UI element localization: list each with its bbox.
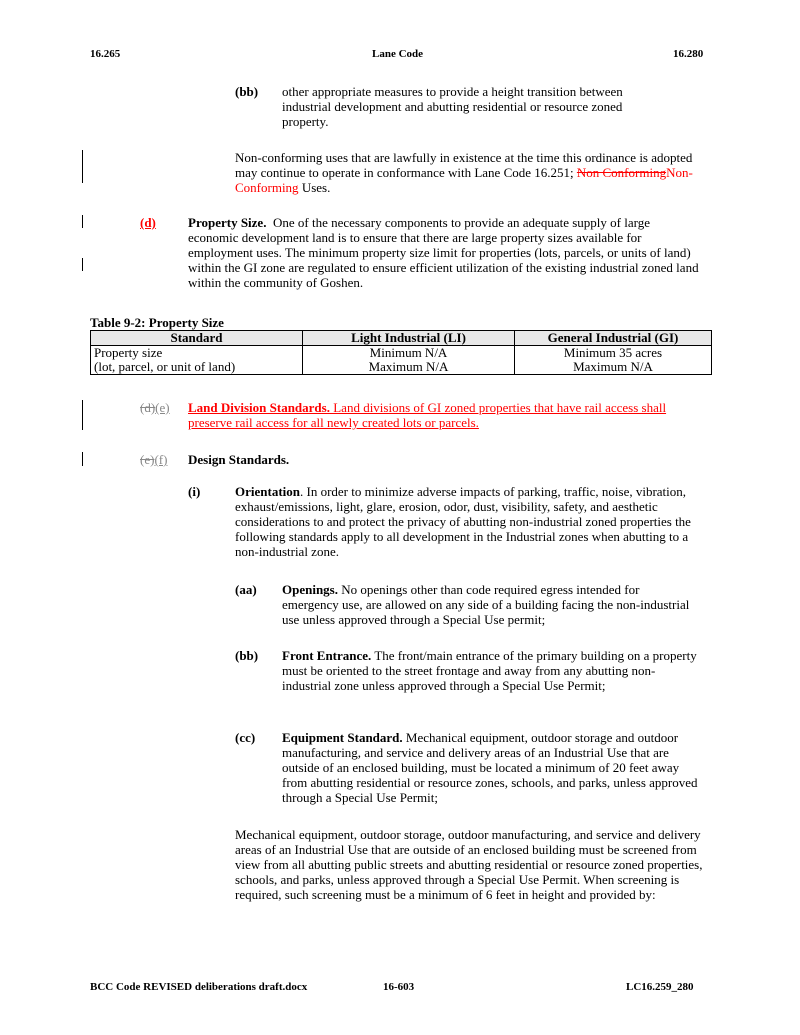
table-caption: Table 9-2: Property Size xyxy=(90,315,224,330)
change-bar xyxy=(82,258,83,271)
table-cell: Minimum N/A xyxy=(303,346,515,361)
property-size-paragraph: Property Size. One of the necessary components to provide an adequate supply of large economic development land is to ensure that there are large property sizes available for employment uses. The minimum property size limit for properties (lots, parcels, or units of land) within the GI zone are regulated to ensure efficient utilization of the existing industrial zoned land within the community of Goshen. xyxy=(188,215,699,290)
land-division-paragraph: Land Division Standards. Land divisions of GI zoned properties that have rail access shall preserve rail access for all newly created lots or parcels. xyxy=(188,400,667,430)
table-row xyxy=(91,346,712,361)
header-section-end: 16.280 xyxy=(673,48,704,60)
land-division-label: (d)(e) xyxy=(140,400,170,415)
orientation-paragraph: Orientation. In order to minimize adverse impacts of parking, traffic, noise, vibration, exhaust/emissions, light, glare, erosion, odor, dust, visibility, safety, and aesthetic considerations to and protect the privacy of abutting non-industrial zoned properties the following standards apply to all development in the Industrial zones when abutting to a non-industrial zone. xyxy=(235,484,691,559)
table-cell: (lot, parcel, or unit of land) xyxy=(91,360,303,375)
front-entrance-paragraph: Front Entrance. The front/main entrance of the primary building on a property must be oriented to the street frontage and away from any abutting non-industrial zone unless approved through a Special Use Permit; xyxy=(282,648,697,693)
openings-label: (aa) xyxy=(235,582,257,597)
orientation-label: (i) xyxy=(188,484,201,499)
front-entrance-label: (bb) xyxy=(235,648,259,663)
equipment-standard-paragraph: Equipment Standard. Mechanical equipment, outdoor storage and outdoor manufacturing, and service and delivery areas of an Industrial Use that are outside of an enclosed building, must be located a minimum of 20 feet away from abutting residential or resource zones, schools, and parks, unless approved through a Special Use Permit; xyxy=(282,730,698,805)
header-title: Lane Code xyxy=(372,48,424,60)
change-bar xyxy=(82,215,83,228)
bb-top-text: other appropriate measures to provide a height transition between industrial development and abutting residential or resource zoned property. xyxy=(282,84,623,129)
change-bar xyxy=(82,452,83,466)
mechanical-paragraph: Mechanical equipment, outdoor storage, outdoor manufacturing, and service and delivery areas of an Industrial Use that are outside of an enclosed building must be screened from view from all abutting public streets and abutting residential or resource zoned properties, schools, and parks, unless approved through a Special Use Permit. When screening is required, such screening must be a minimum of 6 feet in height and provided by: xyxy=(235,827,703,902)
openings-paragraph: Openings. No openings other than code required egress intended for emergency use, are allowed on any side of a building facing the non-industrial use unless approved through a Special Use permit; xyxy=(282,582,690,627)
table-header: Light Industrial (LI) xyxy=(303,331,515,346)
table-cell: Minimum 35 acres xyxy=(515,346,712,361)
table-cell: Maximum N/A xyxy=(515,360,712,375)
equipment-standard-label: (cc) xyxy=(235,730,256,745)
table-header: General Industrial (GI) xyxy=(515,331,712,346)
table-header: Standard xyxy=(91,331,303,346)
inserted-text: Non-Conforming xyxy=(235,165,693,195)
design-standards-title: Design Standards. xyxy=(188,452,290,467)
property-size-label: (d) xyxy=(140,215,156,230)
change-bar xyxy=(82,400,83,430)
footer-code-ref: LC16.259_280 xyxy=(626,981,694,993)
design-standards-label: (e)(f) xyxy=(140,452,168,467)
table-cell: Property size xyxy=(91,346,303,361)
table-cell: Maximum N/A xyxy=(303,360,515,375)
bb-top-label: (bb) xyxy=(235,84,259,99)
change-bar xyxy=(82,150,83,183)
footer-page-number: 16-603 xyxy=(383,981,415,993)
table-row xyxy=(91,360,712,375)
property-size-table xyxy=(90,330,712,375)
footer-filename: BCC Code REVISED deliberations draft.docx xyxy=(90,981,308,993)
deleted-text: Non Conforming xyxy=(576,165,667,180)
nonconforming-paragraph: Non-conforming uses that are lawfully in existence at the time this ordinance is adopted may continue to operate in conformance with Lane Code 16.251; Non ConformingNon-Conforming Uses. xyxy=(235,150,693,195)
header-section-start: 16.265 xyxy=(90,48,121,60)
